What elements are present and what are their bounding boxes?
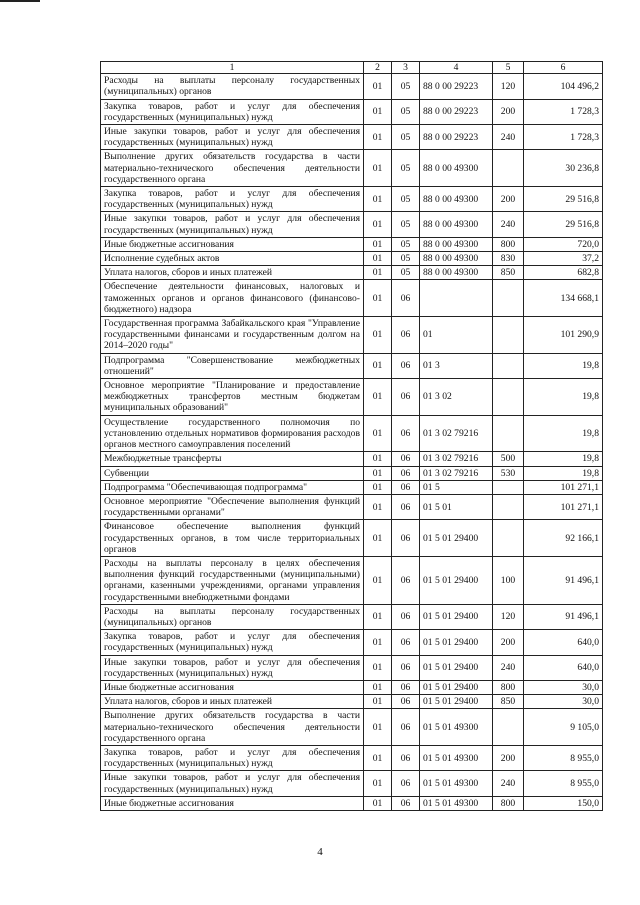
expense-type-cell: 240 bbox=[493, 125, 524, 150]
target-article-cell: 88 0 00 49300 bbox=[420, 187, 493, 212]
expense-type-cell bbox=[493, 480, 524, 494]
section-code-cell: 01 bbox=[364, 237, 392, 251]
section-code-cell: 01 bbox=[364, 252, 392, 266]
section-code-cell: 01 bbox=[364, 466, 392, 480]
table-row bbox=[101, 280, 603, 317]
table-row bbox=[101, 655, 603, 680]
amount-cell: 30,0 bbox=[524, 680, 603, 694]
expense-name-cell: Уплата налогов, сборов и иных платежей bbox=[101, 695, 364, 709]
amount-cell: 8 955,0 bbox=[524, 745, 603, 770]
subsection-code-cell: 06 bbox=[392, 520, 420, 557]
section-code-cell: 01 bbox=[364, 771, 392, 796]
target-article-cell: 01 5 01 49300 bbox=[420, 709, 493, 746]
budget-table-body bbox=[101, 62, 603, 811]
amount-cell: 104 496,2 bbox=[524, 74, 603, 99]
amount-cell: 8 955,0 bbox=[524, 771, 603, 796]
header-cell-2: 2 bbox=[364, 62, 392, 74]
target-article-cell: 88 0 00 49300 bbox=[420, 237, 493, 251]
expense-name-cell: Закупка товаров, работ и услуг для обеспечения государственных (муниципальных) нужд bbox=[101, 187, 364, 212]
target-article-cell: 01 5 01 49300 bbox=[420, 745, 493, 770]
target-article-cell: 88 0 00 49300 bbox=[420, 150, 493, 187]
table-row bbox=[101, 317, 603, 354]
expense-name-cell: Иные бюджетные ассигнования bbox=[101, 680, 364, 694]
target-article-cell: 01 5 01 29400 bbox=[420, 695, 493, 709]
expense-name-cell: Субвенции bbox=[101, 466, 364, 480]
amount-cell: 640,0 bbox=[524, 655, 603, 680]
subsection-code-cell: 06 bbox=[392, 771, 420, 796]
subsection-code-cell: 05 bbox=[392, 150, 420, 187]
table-row bbox=[101, 212, 603, 237]
table-row bbox=[101, 604, 603, 629]
expense-type-cell bbox=[493, 415, 524, 452]
expense-name-cell: Государственная программа Забайкальского края "Управление государственными финансами и государственным долгом на 2014–2020 годы" bbox=[101, 317, 364, 354]
section-code-cell: 01 bbox=[364, 74, 392, 99]
section-code-cell: 01 bbox=[364, 745, 392, 770]
section-code-cell: 01 bbox=[364, 494, 392, 519]
target-article-cell: 88 0 00 29223 bbox=[420, 74, 493, 99]
header-cell-3: 3 bbox=[392, 62, 420, 74]
amount-cell: 1 728,3 bbox=[524, 125, 603, 150]
expense-name-cell: Закупка товаров, работ и услуг для обеспечения государственных (муниципальных) нужд bbox=[101, 745, 364, 770]
budget-table bbox=[100, 61, 603, 811]
expense-name-cell: Иные закупки товаров, работ и услуг для обеспечения государственных (муниципальных) нужд bbox=[101, 771, 364, 796]
expense-name-cell: Расходы на выплаты персоналу в целях обеспечения выполнения функций государственными (муниципальными) органами, казенными учреждениями, органами управления государственными внебюджетными фондами bbox=[101, 556, 364, 604]
section-code-cell: 01 bbox=[364, 125, 392, 150]
expense-type-cell bbox=[493, 520, 524, 557]
table-row bbox=[101, 520, 603, 557]
table-row bbox=[101, 494, 603, 519]
section-code-cell: 01 bbox=[364, 150, 392, 187]
table-row bbox=[101, 745, 603, 770]
target-article-cell: 01 5 01 29400 bbox=[420, 655, 493, 680]
expense-name-cell: Обеспечение деятельности финансовых, налоговых и таможенных органов и органов финансового (финансово-бюджетного) надзора bbox=[101, 280, 364, 317]
amount-cell: 19,8 bbox=[524, 415, 603, 452]
amount-cell: 37,2 bbox=[524, 252, 603, 266]
amount-cell: 682,8 bbox=[524, 266, 603, 280]
amount-cell: 101 271,1 bbox=[524, 494, 603, 519]
section-code-cell: 01 bbox=[364, 604, 392, 629]
section-code-cell: 01 bbox=[364, 480, 392, 494]
target-article-cell: 01 3 02 79216 bbox=[420, 452, 493, 466]
subsection-code-cell: 06 bbox=[392, 280, 420, 317]
amount-cell: 29 516,8 bbox=[524, 212, 603, 237]
table-row bbox=[101, 709, 603, 746]
subsection-code-cell: 05 bbox=[392, 187, 420, 212]
target-article-cell: 01 5 01 29400 bbox=[420, 604, 493, 629]
section-code-cell: 01 bbox=[364, 709, 392, 746]
table-row bbox=[101, 771, 603, 796]
amount-cell: 19,8 bbox=[524, 466, 603, 480]
expense-type-cell bbox=[493, 379, 524, 416]
expense-type-cell: 120 bbox=[493, 604, 524, 629]
section-code-cell: 01 bbox=[364, 379, 392, 416]
table-row bbox=[101, 266, 603, 280]
section-code-cell: 01 bbox=[364, 353, 392, 378]
target-article-cell: 88 0 00 29223 bbox=[420, 125, 493, 150]
table-row bbox=[101, 187, 603, 212]
table-row bbox=[101, 630, 603, 655]
target-article-cell: 88 0 00 49300 bbox=[420, 252, 493, 266]
section-code-cell: 01 bbox=[364, 796, 392, 810]
expense-type-cell: 800 bbox=[493, 237, 524, 251]
expense-name-cell: Иные закупки товаров, работ и услуг для обеспечения государственных (муниципальных) нужд bbox=[101, 655, 364, 680]
subsection-code-cell: 06 bbox=[392, 379, 420, 416]
section-code-cell: 01 bbox=[364, 452, 392, 466]
section-code-cell: 01 bbox=[364, 520, 392, 557]
amount-cell: 1 728,3 bbox=[524, 99, 603, 124]
expense-name-cell: Иные закупки товаров, работ и услуг для обеспечения государственных (муниципальных) нужд bbox=[101, 125, 364, 150]
subsection-code-cell: 06 bbox=[392, 680, 420, 694]
section-code-cell: 01 bbox=[364, 212, 392, 237]
target-article-cell: 01 3 02 79216 bbox=[420, 415, 493, 452]
table-row bbox=[101, 99, 603, 124]
table-row bbox=[101, 680, 603, 694]
amount-cell: 91 496,1 bbox=[524, 556, 603, 604]
subsection-code-cell: 05 bbox=[392, 74, 420, 99]
expense-name-cell: Закупка товаров, работ и услуг для обеспечения государственных (муниципальных) нужд bbox=[101, 630, 364, 655]
expense-type-cell: 120 bbox=[493, 74, 524, 99]
amount-cell: 640,0 bbox=[524, 630, 603, 655]
expense-name-cell: Выполнение других обязательств государства в части материально-технического обеспечения деятельности государственного органа bbox=[101, 150, 364, 187]
expense-type-cell bbox=[493, 709, 524, 746]
table-row bbox=[101, 695, 603, 709]
expense-name-cell: Выполнение других обязательств государства в части материально-технического обеспечения деятельности государственного органа bbox=[101, 709, 364, 746]
target-article-cell: 01 bbox=[420, 317, 493, 354]
expense-name-cell: Основное мероприятие "Планирование и предоставление межбюджетных трансфертов местным бюджетам муниципальных образований" bbox=[101, 379, 364, 416]
table-row bbox=[101, 415, 603, 452]
target-article-cell: 01 5 01 29400 bbox=[420, 520, 493, 557]
target-article-cell bbox=[420, 280, 493, 317]
amount-cell: 9 105,0 bbox=[524, 709, 603, 746]
expense-name-cell: Подпрограмма "Совершенствование межбюджетных отношений" bbox=[101, 353, 364, 378]
expense-type-cell bbox=[493, 280, 524, 317]
target-article-cell: 88 0 00 49300 bbox=[420, 212, 493, 237]
expense-type-cell: 200 bbox=[493, 187, 524, 212]
subsection-code-cell: 06 bbox=[392, 415, 420, 452]
expense-name-cell: Закупка товаров, работ и услуг для обеспечения государственных (муниципальных) нужд bbox=[101, 99, 364, 124]
expense-name-cell: Иные закупки товаров, работ и услуг для обеспечения государственных (муниципальных) нужд bbox=[101, 212, 364, 237]
page-number: 4 bbox=[317, 846, 323, 858]
subsection-code-cell: 05 bbox=[392, 125, 420, 150]
table-row bbox=[101, 452, 603, 466]
subsection-code-cell: 06 bbox=[392, 466, 420, 480]
page-edge-mark bbox=[0, 0, 40, 2]
table-row bbox=[101, 556, 603, 604]
expense-type-cell: 530 bbox=[493, 466, 524, 480]
table-row bbox=[101, 125, 603, 150]
subsection-code-cell: 06 bbox=[392, 745, 420, 770]
table-row bbox=[101, 480, 603, 494]
section-code-cell: 01 bbox=[364, 99, 392, 124]
target-article-cell: 88 0 00 49300 bbox=[420, 266, 493, 280]
table-row bbox=[101, 237, 603, 251]
expense-type-cell bbox=[493, 353, 524, 378]
expense-type-cell: 850 bbox=[493, 266, 524, 280]
amount-cell: 19,8 bbox=[524, 379, 603, 416]
target-article-cell: 01 5 01 49300 bbox=[420, 771, 493, 796]
expense-type-cell bbox=[493, 317, 524, 354]
subsection-code-cell: 05 bbox=[392, 99, 420, 124]
target-article-cell: 01 5 01 29400 bbox=[420, 630, 493, 655]
expense-type-cell: 500 bbox=[493, 452, 524, 466]
target-article-cell: 01 5 01 29400 bbox=[420, 556, 493, 604]
section-code-cell: 01 bbox=[364, 415, 392, 452]
expense-type-cell bbox=[493, 150, 524, 187]
subsection-code-cell: 05 bbox=[392, 266, 420, 280]
subsection-code-cell: 06 bbox=[392, 695, 420, 709]
subsection-code-cell: 06 bbox=[392, 556, 420, 604]
section-code-cell: 01 bbox=[364, 630, 392, 655]
subsection-code-cell: 06 bbox=[392, 494, 420, 519]
target-article-cell: 01 3 02 79216 bbox=[420, 466, 493, 480]
table-row bbox=[101, 466, 603, 480]
expense-type-cell: 200 bbox=[493, 630, 524, 655]
section-code-cell: 01 bbox=[364, 655, 392, 680]
table-row bbox=[101, 74, 603, 99]
subsection-code-cell: 06 bbox=[392, 452, 420, 466]
subsection-code-cell: 06 bbox=[392, 709, 420, 746]
amount-cell: 30,0 bbox=[524, 695, 603, 709]
section-code-cell: 01 bbox=[364, 317, 392, 354]
amount-cell: 19,8 bbox=[524, 452, 603, 466]
target-article-cell: 88 0 00 29223 bbox=[420, 99, 493, 124]
amount-cell: 150,0 bbox=[524, 796, 603, 810]
amount-cell: 134 668,1 bbox=[524, 280, 603, 317]
subsection-code-cell: 06 bbox=[392, 317, 420, 354]
section-code-cell: 01 bbox=[364, 187, 392, 212]
header-cell-1: 1 bbox=[101, 62, 364, 74]
expense-type-cell: 240 bbox=[493, 212, 524, 237]
subsection-code-cell: 05 bbox=[392, 237, 420, 251]
amount-cell: 101 271,1 bbox=[524, 480, 603, 494]
table-row bbox=[101, 796, 603, 810]
header-cell-5: 5 bbox=[493, 62, 524, 74]
subsection-code-cell: 05 bbox=[392, 212, 420, 237]
expense-name-cell: Финансовое обеспечение выполнения функций государственных органов, в том числе территориальных органов bbox=[101, 520, 364, 557]
table-row bbox=[101, 150, 603, 187]
subsection-code-cell: 06 bbox=[392, 604, 420, 629]
expense-name-cell: Осуществление государственного полномочия по установлению отдельных нормативов формирования расходов органов местного самоуправления поселений bbox=[101, 415, 364, 452]
expense-type-cell: 200 bbox=[493, 745, 524, 770]
amount-cell: 29 516,8 bbox=[524, 187, 603, 212]
target-article-cell: 01 5 01 29400 bbox=[420, 680, 493, 694]
expense-type-cell: 830 bbox=[493, 252, 524, 266]
expense-name-cell: Исполнение судебных актов bbox=[101, 252, 364, 266]
table-row bbox=[101, 379, 603, 416]
target-article-cell: 01 5 bbox=[420, 480, 493, 494]
target-article-cell: 01 3 02 bbox=[420, 379, 493, 416]
expense-type-cell: 850 bbox=[493, 695, 524, 709]
section-code-cell: 01 bbox=[364, 280, 392, 317]
amount-cell: 19,8 bbox=[524, 353, 603, 378]
expense-type-cell bbox=[493, 494, 524, 519]
expense-type-cell: 200 bbox=[493, 99, 524, 124]
expense-name-cell: Расходы на выплаты персоналу государственных (муниципальных) органов bbox=[101, 74, 364, 99]
header-cell-6: 6 bbox=[524, 62, 603, 74]
section-code-cell: 01 bbox=[364, 695, 392, 709]
expense-type-cell: 800 bbox=[493, 796, 524, 810]
table-header-row bbox=[101, 62, 603, 74]
subsection-code-cell: 06 bbox=[392, 480, 420, 494]
target-article-cell: 01 5 01 49300 bbox=[420, 796, 493, 810]
subsection-code-cell: 06 bbox=[392, 796, 420, 810]
expense-type-cell: 240 bbox=[493, 771, 524, 796]
section-code-cell: 01 bbox=[364, 556, 392, 604]
expense-name-cell: Основное мероприятие "Обеспечение выполнения функций государственными органами" bbox=[101, 494, 364, 519]
target-article-cell: 01 3 bbox=[420, 353, 493, 378]
table-row bbox=[101, 252, 603, 266]
amount-cell: 92 166,1 bbox=[524, 520, 603, 557]
expense-name-cell: Иные бюджетные ассигнования bbox=[101, 237, 364, 251]
expense-name-cell: Подпрограмма "Обеспечивающая подпрограмма" bbox=[101, 480, 364, 494]
table-row bbox=[101, 353, 603, 378]
expense-name-cell: Межбюджетные трансферты bbox=[101, 452, 364, 466]
subsection-code-cell: 05 bbox=[392, 252, 420, 266]
expense-type-cell: 800 bbox=[493, 680, 524, 694]
expense-name-cell: Иные бюджетные ассигнования bbox=[101, 796, 364, 810]
expense-type-cell: 100 bbox=[493, 556, 524, 604]
amount-cell: 101 290,9 bbox=[524, 317, 603, 354]
section-code-cell: 01 bbox=[364, 680, 392, 694]
amount-cell: 720,0 bbox=[524, 237, 603, 251]
expense-name-cell: Расходы на выплаты персоналу государственных (муниципальных) органов bbox=[101, 604, 364, 629]
subsection-code-cell: 06 bbox=[392, 655, 420, 680]
target-article-cell: 01 5 01 bbox=[420, 494, 493, 519]
expense-type-cell: 240 bbox=[493, 655, 524, 680]
expense-name-cell: Уплата налогов, сборов и иных платежей bbox=[101, 266, 364, 280]
subsection-code-cell: 06 bbox=[392, 353, 420, 378]
header-cell-4: 4 bbox=[420, 62, 493, 74]
subsection-code-cell: 06 bbox=[392, 630, 420, 655]
amount-cell: 30 236,8 bbox=[524, 150, 603, 187]
section-code-cell: 01 bbox=[364, 266, 392, 280]
amount-cell: 91 496,1 bbox=[524, 604, 603, 629]
